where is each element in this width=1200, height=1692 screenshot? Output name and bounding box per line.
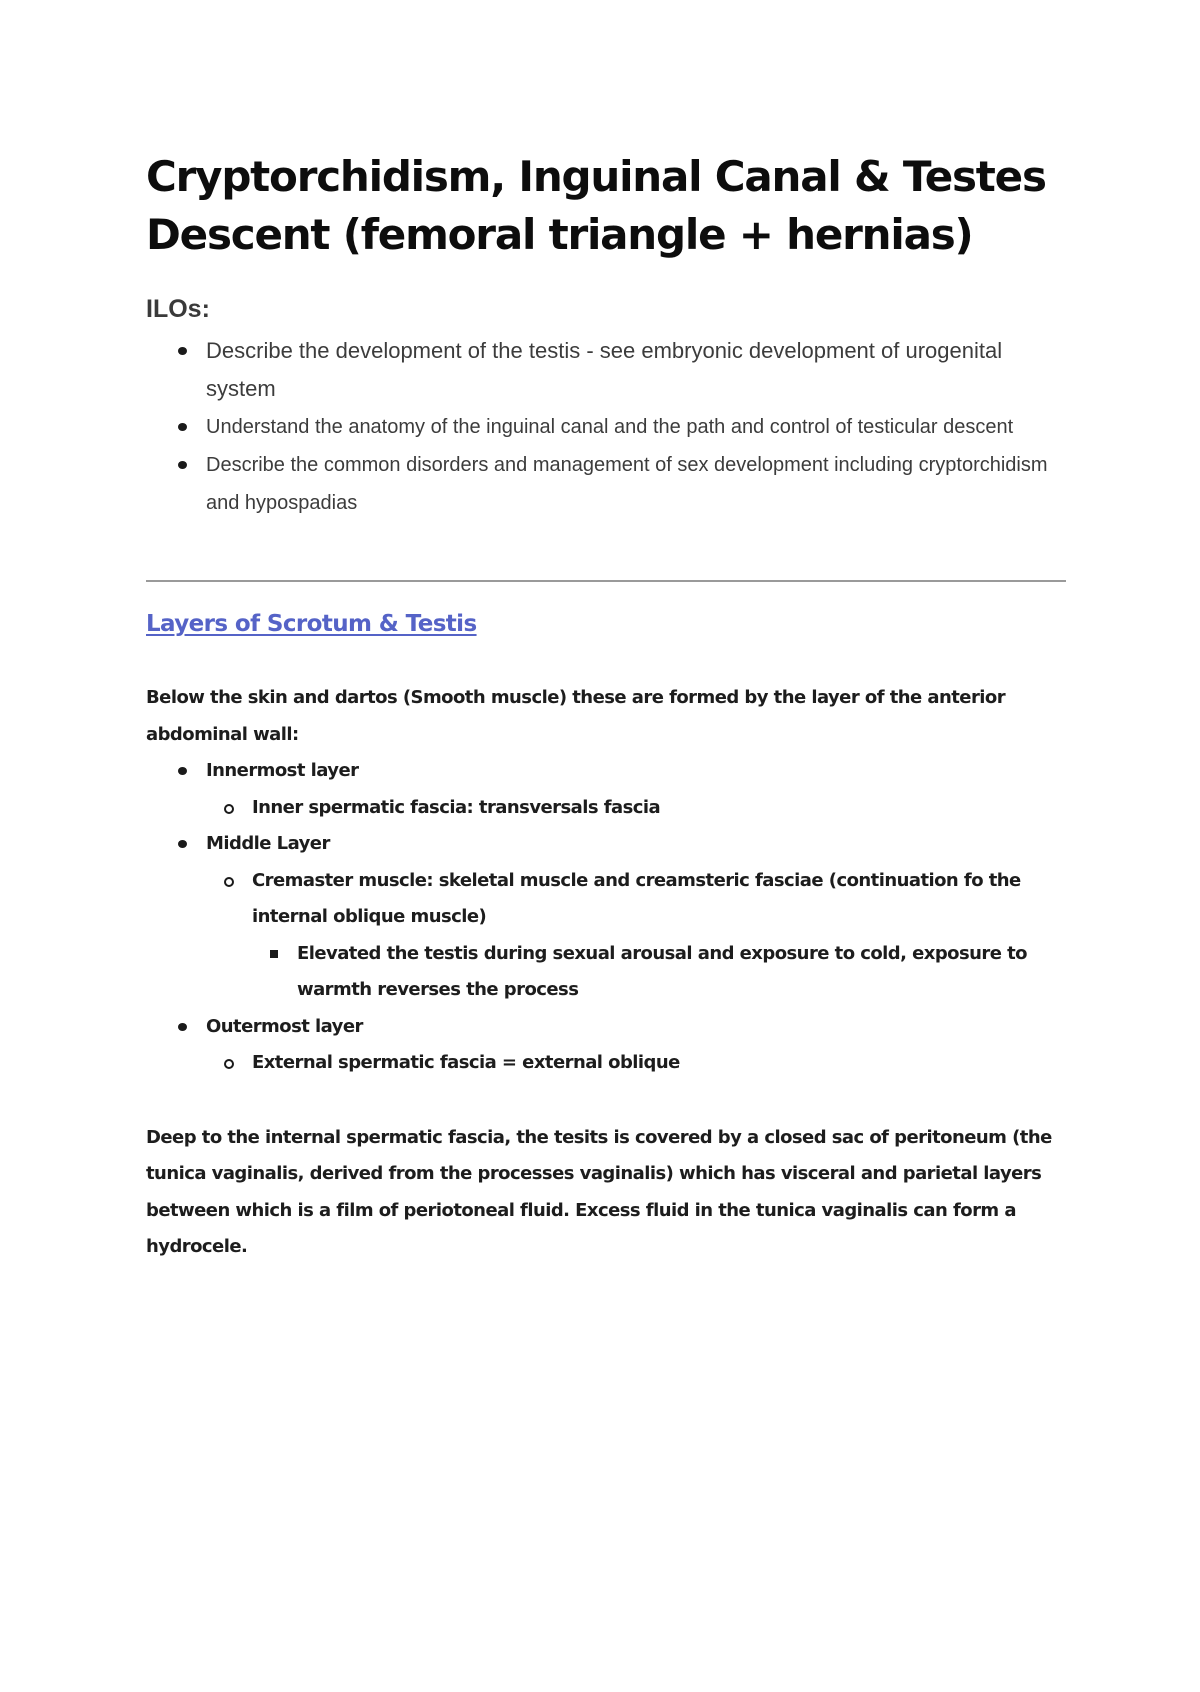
square-bullet-icon bbox=[270, 950, 278, 958]
list-item bbox=[146, 936, 1066, 1009]
list-item bbox=[146, 332, 1066, 408]
layer-subdetail: Elevated the testis during sexual arousal and exposure to cold, exposure to warmth reverses the process bbox=[297, 942, 1027, 1000]
document-page bbox=[146, 148, 1066, 1266]
bullet-icon bbox=[178, 1023, 187, 1031]
bullet-icon bbox=[178, 840, 187, 848]
bullet-icon bbox=[178, 347, 187, 355]
bullet-icon bbox=[178, 461, 187, 469]
layer-detail: Inner spermatic fascia: transversals fascia bbox=[252, 796, 661, 818]
list-item bbox=[146, 446, 1066, 522]
circle-bullet-icon bbox=[224, 804, 234, 814]
list-item bbox=[146, 790, 1066, 827]
layer-label: Innermost layer bbox=[206, 760, 359, 781]
ilos-heading: ILOs: bbox=[146, 295, 210, 323]
bullet-icon bbox=[178, 423, 187, 431]
ilo-text: Describe the common disorders and management of sex development including cryptorchidism and hypospadias bbox=[206, 454, 1048, 514]
ilo-text: Understand the anatomy of the inguinal canal and the path and control of testicular descent bbox=[206, 416, 1014, 438]
page-title: Cryptorchidism, Inguinal Canal & Testes Descent (femoral triangle + hernias) bbox=[146, 152, 1046, 259]
intro-paragraph: Below the skin and dartos (Smooth muscle) these are formed by the layer of the anterior abdominal wall: bbox=[146, 687, 1006, 745]
section-divider bbox=[146, 580, 1066, 582]
ilo-text: Describe the development of the testis - see embryonic development of urogenital system bbox=[206, 338, 1003, 401]
closing-paragraph: Deep to the internal spermatic fascia, the tesits is covered by a closed sac of peritoneum (the tunica vaginalis, derived from the processes vaginalis) which has visceral and parietal layers between which is a film of periotoneal fluid. Excess fluid in the tunica vaginalis can form a hydrocele. bbox=[146, 1126, 1052, 1257]
list-item bbox=[146, 408, 1066, 446]
layers-list bbox=[146, 753, 1066, 1082]
layer-detail: Cremaster muscle: skeletal muscle and creamsteric fasciae (continuation fo the internal oblique muscle) bbox=[252, 869, 1021, 927]
layer-label: Middle Layer bbox=[206, 833, 330, 854]
ilo-list bbox=[146, 332, 1066, 522]
list-item bbox=[146, 1009, 1066, 1046]
layer-detail: External spermatic fascia = external oblique bbox=[252, 1052, 680, 1073]
list-item bbox=[146, 1045, 1066, 1082]
bullet-icon bbox=[178, 767, 187, 775]
circle-bullet-icon bbox=[224, 877, 234, 887]
layer-label: Outermost layer bbox=[206, 1015, 363, 1037]
circle-bullet-icon bbox=[224, 1059, 234, 1069]
list-item bbox=[146, 863, 1066, 936]
list-item bbox=[146, 826, 1066, 863]
section-heading-link[interactable]: Layers of Scrotum & Testis bbox=[146, 611, 477, 637]
list-item bbox=[146, 753, 1066, 790]
